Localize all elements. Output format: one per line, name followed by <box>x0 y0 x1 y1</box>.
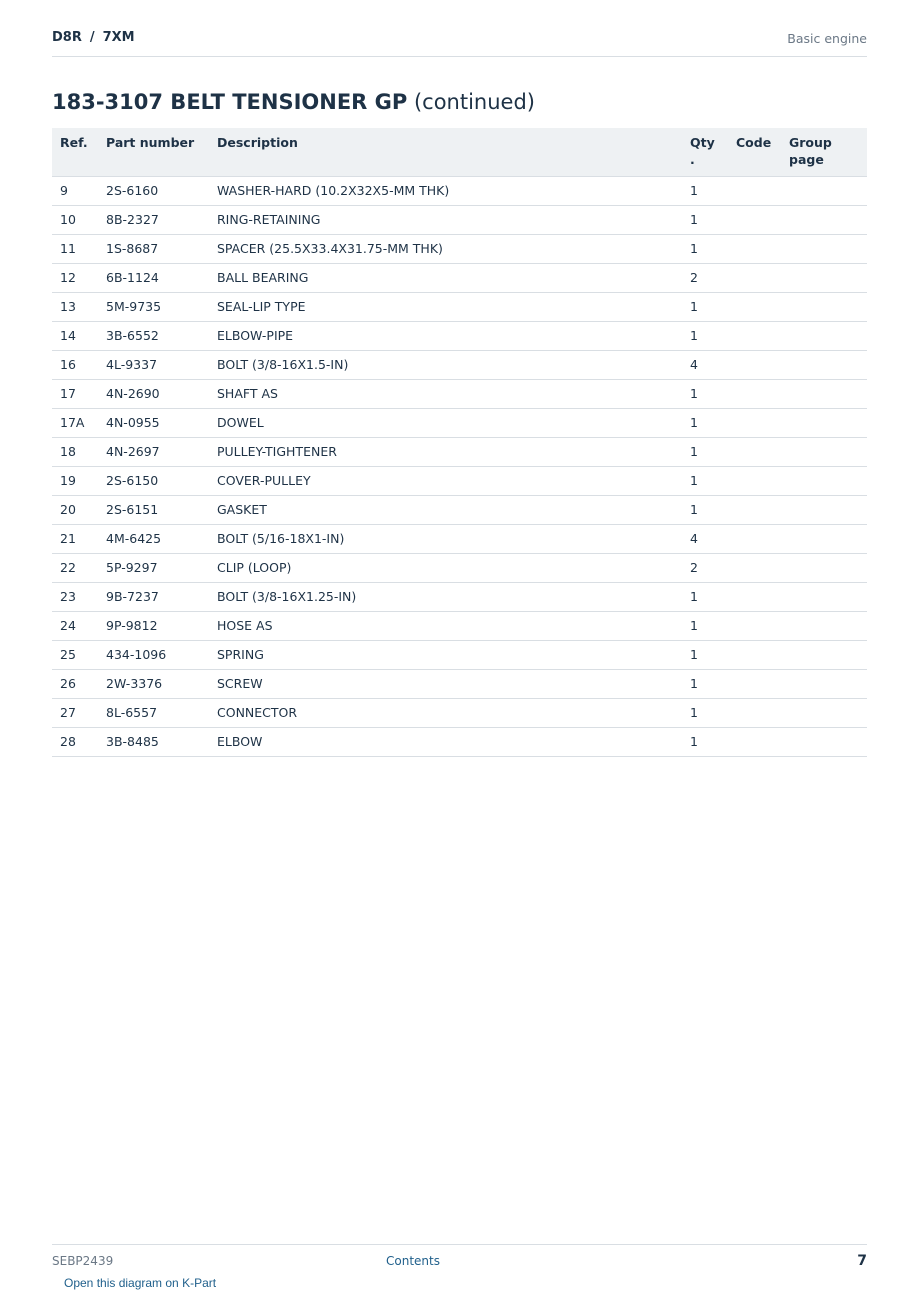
cell-ref: 18 <box>52 438 98 467</box>
table-row <box>52 293 867 322</box>
table-row <box>52 670 867 699</box>
cell-part-number: 434-1096 <box>98 641 209 670</box>
cell-qty: 1 <box>682 380 728 409</box>
cell-qty: 1 <box>682 235 728 264</box>
cell-description: BALL BEARING <box>209 264 682 293</box>
table-row <box>52 583 867 612</box>
column-header-part-number: Part number <box>98 128 209 177</box>
column-header-description: Description <box>209 128 682 177</box>
cell-qty: 1 <box>682 322 728 351</box>
cell-code <box>728 583 781 612</box>
kpart-diagram-link[interactable]: Open this diagram on K-Part <box>64 1276 217 1290</box>
cell-part-number: 3B-8485 <box>98 728 209 757</box>
cell-ref: 10 <box>52 206 98 235</box>
cell-code <box>728 409 781 438</box>
cell-code <box>728 380 781 409</box>
cell-group-page <box>781 699 867 728</box>
cell-qty: 4 <box>682 351 728 380</box>
table-row <box>52 728 867 757</box>
cell-part-number: 8B-2327 <box>98 206 209 235</box>
cell-qty: 1 <box>682 206 728 235</box>
group-part-number: 183-3107 BELT TENSIONER GP <box>52 90 408 114</box>
table-row <box>52 699 867 728</box>
cell-group-page <box>781 525 867 554</box>
table-row <box>52 641 867 670</box>
cell-description: SEAL-LIP TYPE <box>209 293 682 322</box>
cell-description: ELBOW-PIPE <box>209 322 682 351</box>
cell-description: SPACER (25.5X33.4X31.75-MM THK) <box>209 235 682 264</box>
cell-group-page <box>781 264 867 293</box>
table-row <box>52 525 867 554</box>
cell-qty: 1 <box>682 641 728 670</box>
cell-ref: 22 <box>52 554 98 583</box>
cell-group-page <box>781 177 867 206</box>
parts-table <box>52 128 867 757</box>
cell-group-page <box>781 322 867 351</box>
parts-table-body <box>52 177 867 757</box>
cell-ref: 27 <box>52 699 98 728</box>
cell-part-number: 2S-6160 <box>98 177 209 206</box>
cell-ref: 23 <box>52 583 98 612</box>
cell-code <box>728 670 781 699</box>
cell-code <box>728 206 781 235</box>
cell-ref: 11 <box>52 235 98 264</box>
page-footer <box>52 1244 867 1275</box>
cell-part-number: 8L-6557 <box>98 699 209 728</box>
table-row <box>52 380 867 409</box>
cell-code <box>728 612 781 641</box>
column-header-code: Code <box>728 128 781 177</box>
table-row <box>52 496 867 525</box>
model-breadcrumb <box>52 30 135 45</box>
cell-description: SPRING <box>209 641 682 670</box>
cell-code <box>728 496 781 525</box>
cell-description: BOLT (3/8-16X1.5-IN) <box>209 351 682 380</box>
cell-ref: 13 <box>52 293 98 322</box>
cell-ref: 25 <box>52 641 98 670</box>
cell-code <box>728 438 781 467</box>
table-row <box>52 438 867 467</box>
cell-description: BOLT (5/16-18X1-IN) <box>209 525 682 554</box>
table-row <box>52 206 867 235</box>
table-row <box>52 264 867 293</box>
column-header-group-page: Group page <box>781 128 867 177</box>
cell-part-number: 3B-6552 <box>98 322 209 351</box>
cell-part-number: 2S-6150 <box>98 467 209 496</box>
title-suffix: (continued) <box>413 90 535 114</box>
cell-code <box>728 264 781 293</box>
cell-ref: 17 <box>52 380 98 409</box>
table-row <box>52 467 867 496</box>
cell-qty: 2 <box>682 264 728 293</box>
cell-ref: 19 <box>52 467 98 496</box>
cell-group-page <box>781 438 867 467</box>
cell-ref: 21 <box>52 525 98 554</box>
cell-qty: 1 <box>682 177 728 206</box>
cell-group-page <box>781 380 867 409</box>
cell-code <box>728 699 781 728</box>
cell-qty: 1 <box>682 612 728 641</box>
table-row <box>52 177 867 206</box>
cell-qty: 1 <box>682 699 728 728</box>
cell-description: RING-RETAINING <box>209 206 682 235</box>
contents-link[interactable]: Contents <box>386 1254 440 1268</box>
cell-description: COVER-PULLEY <box>209 467 682 496</box>
cell-description: SCREW <box>209 670 682 699</box>
cell-code <box>728 177 781 206</box>
cell-ref: 17A <box>52 409 98 438</box>
cell-group-page <box>781 583 867 612</box>
cell-group-page <box>781 496 867 525</box>
breadcrumb-separator: / <box>89 30 95 45</box>
cell-description: DOWEL <box>209 409 682 438</box>
cell-description: HOSE AS <box>209 612 682 641</box>
serial-prefix: 7XM <box>102 30 135 45</box>
cell-ref: 14 <box>52 322 98 351</box>
page-title <box>52 90 535 114</box>
table-row <box>52 409 867 438</box>
table-header-row <box>52 128 867 177</box>
cell-ref: 9 <box>52 177 98 206</box>
cell-ref: 24 <box>52 612 98 641</box>
column-header-qty: Qty . <box>682 128 728 177</box>
cell-qty: 1 <box>682 293 728 322</box>
cell-ref: 20 <box>52 496 98 525</box>
cell-ref: 16 <box>52 351 98 380</box>
cell-code <box>728 554 781 583</box>
cell-part-number: 9P-9812 <box>98 612 209 641</box>
cell-group-page <box>781 409 867 438</box>
cell-qty: 1 <box>682 438 728 467</box>
cell-group-page <box>781 467 867 496</box>
cell-description: CLIP (LOOP) <box>209 554 682 583</box>
cell-qty: 1 <box>682 728 728 757</box>
cell-part-number: 9B-7237 <box>98 583 209 612</box>
cell-code <box>728 641 781 670</box>
cell-qty: 1 <box>682 670 728 699</box>
document-id: SEBP2439 <box>52 1254 114 1268</box>
cell-group-page <box>781 293 867 322</box>
cell-ref: 26 <box>52 670 98 699</box>
cell-description: CONNECTOR <box>209 699 682 728</box>
table-row <box>52 322 867 351</box>
cell-code <box>728 467 781 496</box>
cell-part-number: 1S-8687 <box>98 235 209 264</box>
column-header-ref: Ref. <box>52 128 98 177</box>
cell-part-number: 4N-2690 <box>98 380 209 409</box>
cell-description: PULLEY-TIGHTENER <box>209 438 682 467</box>
cell-group-page <box>781 612 867 641</box>
cell-part-number: 5M-9735 <box>98 293 209 322</box>
cell-part-number: 5P-9297 <box>98 554 209 583</box>
table-row <box>52 554 867 583</box>
section-name: Basic engine <box>787 31 867 46</box>
cell-qty: 1 <box>682 409 728 438</box>
cell-part-number: 6B-1124 <box>98 264 209 293</box>
table-row <box>52 612 867 641</box>
cell-code <box>728 293 781 322</box>
table-row <box>52 235 867 264</box>
cell-code <box>728 351 781 380</box>
cell-qty: 1 <box>682 496 728 525</box>
page-number: 7 <box>857 1253 867 1269</box>
cell-part-number: 4L-9337 <box>98 351 209 380</box>
cell-code <box>728 728 781 757</box>
cell-part-number: 2W-3376 <box>98 670 209 699</box>
cell-group-page <box>781 728 867 757</box>
cell-group-page <box>781 554 867 583</box>
cell-part-number: 4N-0955 <box>98 409 209 438</box>
cell-description: SHAFT AS <box>209 380 682 409</box>
cell-part-number: 2S-6151 <box>98 496 209 525</box>
page-header <box>52 28 867 57</box>
cell-group-page <box>781 206 867 235</box>
cell-qty: 2 <box>682 554 728 583</box>
cell-code <box>728 322 781 351</box>
cell-description: GASKET <box>209 496 682 525</box>
cell-group-page <box>781 641 867 670</box>
cell-description: ELBOW <box>209 728 682 757</box>
cell-qty: 1 <box>682 467 728 496</box>
model-name: D8R <box>52 30 82 45</box>
cell-qty: 4 <box>682 525 728 554</box>
cell-description: WASHER-HARD (10.2X32X5-MM THK) <box>209 177 682 206</box>
cell-ref: 28 <box>52 728 98 757</box>
cell-group-page <box>781 235 867 264</box>
cell-group-page <box>781 351 867 380</box>
cell-qty: 1 <box>682 583 728 612</box>
cell-code <box>728 525 781 554</box>
cell-description: BOLT (3/8-16X1.25-IN) <box>209 583 682 612</box>
table-row <box>52 351 867 380</box>
cell-part-number: 4M-6425 <box>98 525 209 554</box>
cell-group-page <box>781 670 867 699</box>
cell-code <box>728 235 781 264</box>
cell-ref: 12 <box>52 264 98 293</box>
cell-part-number: 4N-2697 <box>98 438 209 467</box>
